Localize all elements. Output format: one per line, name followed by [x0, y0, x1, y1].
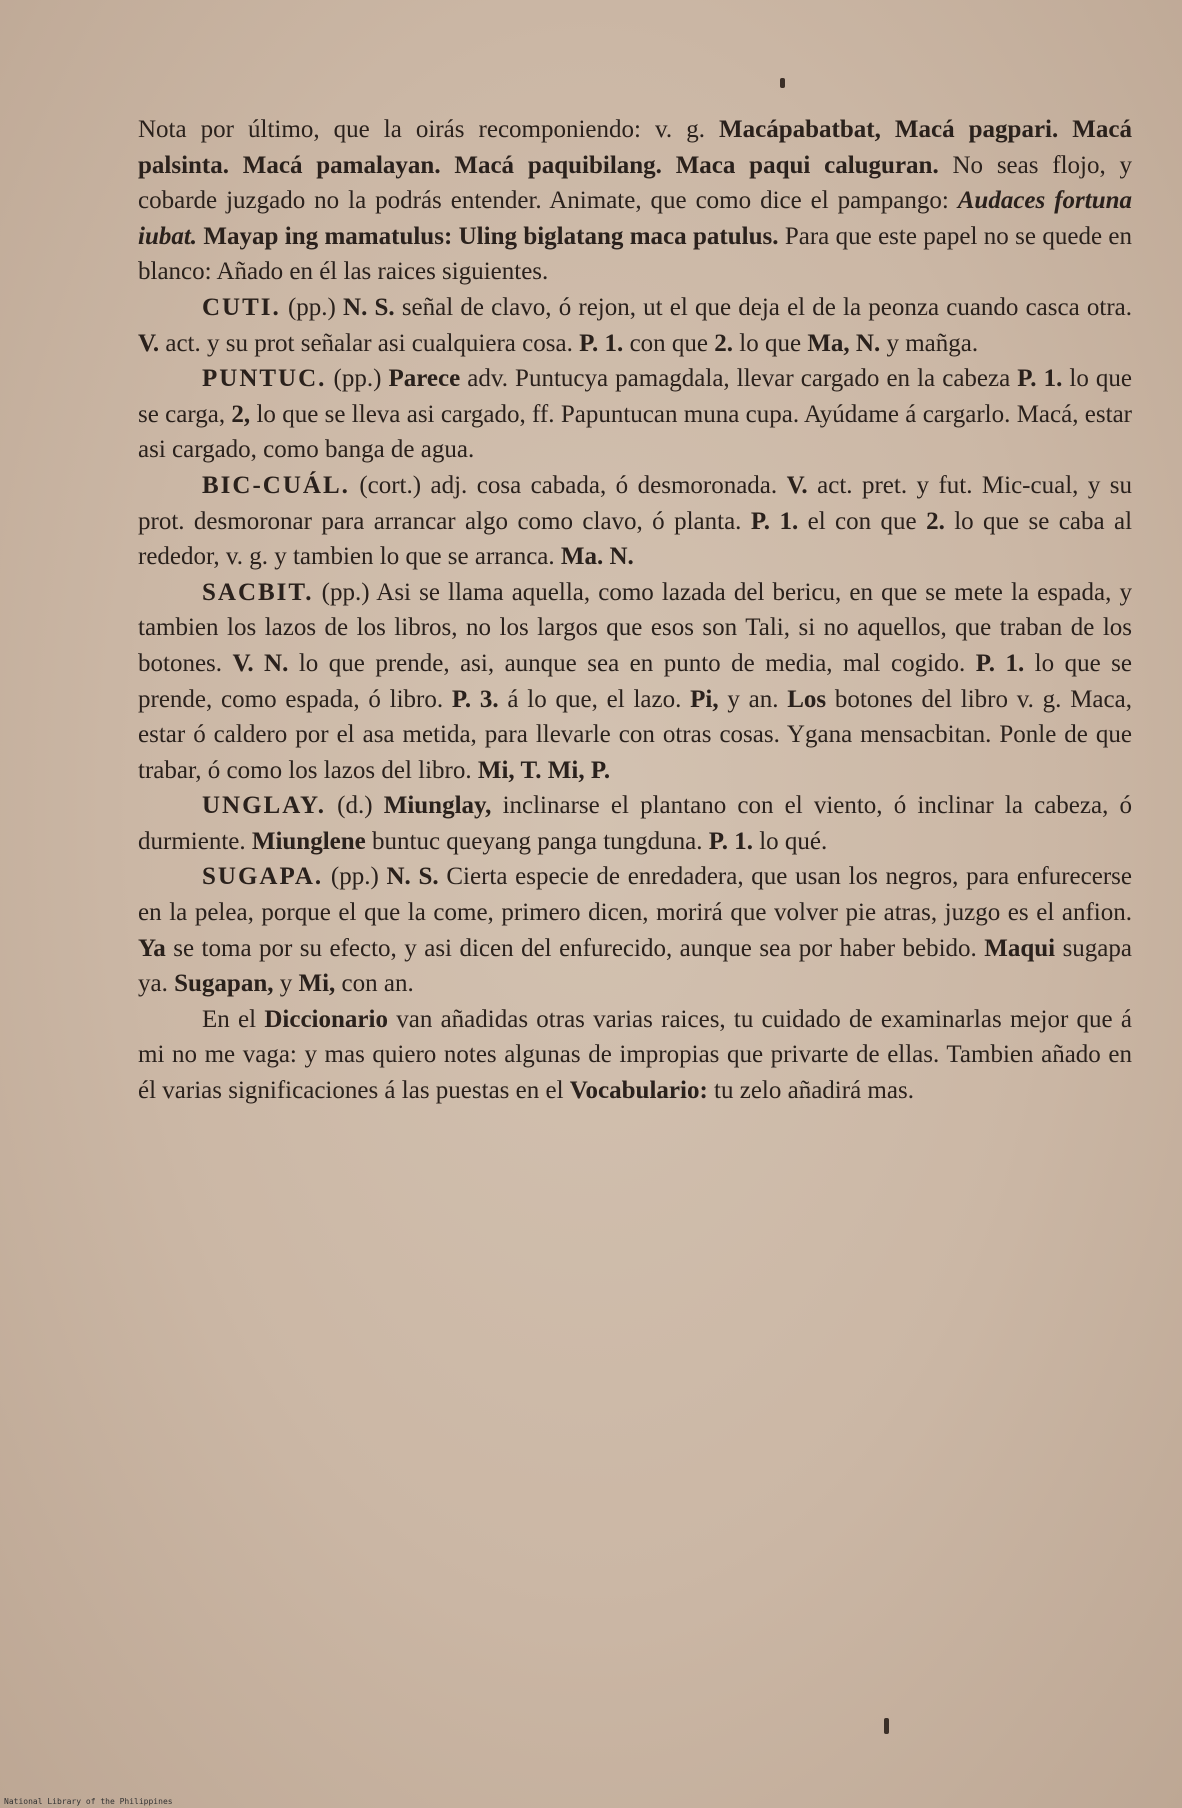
- text-run: Para que este papel no se quede en blanco: Añado en él las raices siguientes.: [138, 222, 1132, 286]
- entry-headword: SUGAPA.: [202, 863, 324, 891]
- text-run: lo que se prende, como espada, ó libro.: [138, 649, 1132, 713]
- text-run: Parece: [388, 365, 461, 393]
- text-run: Mayap ing mamatulus: Uling biglatang maca patulus.: [197, 222, 779, 250]
- text-run: adv. Puntucya pamagdala, llevar cargado en la cabeza: [460, 365, 1018, 393]
- text-run: N. S.: [343, 293, 395, 321]
- text-run: P. 1.: [708, 827, 753, 855]
- text-run: Nota por último, que la oirás recomponiendo: v. g.: [138, 116, 720, 143]
- text-run: 2.: [926, 507, 945, 535]
- entry-headword: SACBIT.: [202, 578, 314, 606]
- entry-headword: BIC-CUÁL.: [202, 471, 350, 499]
- text-run: Ma. N.: [560, 543, 634, 571]
- text-run: señal de clavo, ó rejon, ut el que deja el de la peonza cuando casca otra.: [394, 293, 1132, 321]
- text-run: (pp.): [326, 365, 389, 393]
- text-run: lo que: [733, 329, 808, 357]
- text-run: inclinarse el plantano con el viento, ó inclinar la cabeza, ó durmiente.: [138, 792, 1133, 855]
- text-run: 2,: [231, 400, 251, 428]
- text-run: Mi, T. Mi, P.: [477, 756, 611, 784]
- page-text: [138, 112, 1132, 1109]
- text-run: se toma por su efecto, y asi dicen del enfurecido, aunque sea por haber bebido.: [165, 934, 985, 962]
- text-run: P. 1.: [750, 507, 799, 535]
- text-run: Miunglay,: [383, 792, 492, 820]
- text-run: y an.: [718, 685, 788, 713]
- entry-headword: PUNTUC.: [202, 365, 327, 393]
- text-run: y: [273, 970, 299, 998]
- text-run: P. 3.: [451, 685, 499, 713]
- text-run: lo que se caba al rededor, v. g. y tambien lo que se arranca.: [138, 507, 1133, 571]
- text-run: Audaces fortuna iubat.: [138, 187, 1132, 250]
- paragraph: [138, 859, 1132, 1001]
- text-run: con an.: [335, 970, 414, 998]
- text-run: En el: [202, 1005, 265, 1033]
- text-run: Ya: [138, 934, 166, 962]
- text-run: Miunglene: [251, 827, 366, 855]
- text-run: y mañga.: [880, 329, 979, 357]
- text-run: Pi,: [690, 685, 719, 713]
- library-credit: National Library of the Philippines: [4, 1797, 173, 1806]
- text-run: (pp.): [323, 863, 387, 891]
- text-run: lo que se carga,: [138, 365, 1133, 428]
- text-run: (pp.): [280, 293, 344, 321]
- text-run: V.: [138, 329, 160, 357]
- text-run: P. 1.: [579, 329, 624, 357]
- paragraph: [138, 575, 1132, 789]
- entry-headword: CUTI.: [202, 293, 281, 321]
- text-run: Vocabulario:: [569, 1077, 708, 1105]
- text-run: Mi,: [298, 970, 336, 998]
- text-run: Maqui: [984, 934, 1056, 962]
- text-run: lo que prende, asi, aunque sea en punto de media, mal cogido.: [288, 649, 976, 677]
- paragraph: [138, 112, 1132, 290]
- paragraph: [138, 788, 1132, 859]
- text-run: con que: [623, 329, 715, 357]
- paragraph: [138, 361, 1132, 468]
- text-run: botones del libro v. g. Maca, estar ó caldero por el asa metida, para llevarle con otras cosas. Ygana mensacbitan. Ponle de que trabar, ó como los lazos del libro.: [138, 685, 1132, 784]
- paragraph: [138, 468, 1132, 575]
- text-run: á lo que, el lazo.: [498, 685, 691, 713]
- text-run: lo que se lleva asi cargado, ff. Papuntucan muna cupa. Ayúdame á cargarlo. Macá, estar asi cargado, como banga de agua.: [138, 400, 1132, 464]
- text-run: V. N.: [232, 649, 289, 677]
- text-run: P. 1.: [1017, 365, 1063, 393]
- paragraph: [138, 290, 1132, 361]
- text-run: van añadidas otras varias raices, tu cuidado de examinarlas mejor que á mi no me vaga: y mas quiero notes algunas de impropias que privarte de ellas. Tambien añado en él varias significaciones á las puestas en el: [138, 1005, 1132, 1105]
- text-run: Ma, N.: [807, 329, 881, 357]
- ink-speck-bottom: [884, 1718, 889, 1734]
- text-run: (cort.) adj. cosa cabada, ó desmoronada.: [349, 471, 787, 499]
- text-run: buntuc queyang panga tungduna.: [365, 827, 709, 855]
- text-run: lo qué.: [752, 827, 828, 855]
- entry-headword: UNGLAY.: [202, 792, 326, 820]
- text-run: Sugapan,: [174, 970, 274, 998]
- text-run: el con que: [798, 507, 927, 535]
- text-run: Macápabatbat, Macá pagpari. Macá palsinta. Macá pamalayan. Macá paquibilang. Maca paqui caluguran.: [138, 116, 1132, 179]
- ink-speck-top: [780, 78, 785, 88]
- paragraph: [138, 1002, 1132, 1109]
- text-run: Diccionario: [264, 1005, 388, 1033]
- text-run: N. S.: [386, 863, 439, 891]
- text-run: (pp.) Asi se llama aquella, como lazada del bericu, en que se mete la espada, y tambien los lazos de los libros, no los largos que esos son Tali, si no aquellos, que traban de los botones.: [138, 578, 1132, 677]
- text-run: P. 1.: [975, 649, 1025, 677]
- text-run: (d.): [326, 792, 384, 820]
- text-run: act. pret. y fut. Mic-cual, y su prot. desmoronar para arrancar algo como clavo, ó planta.: [138, 471, 1132, 535]
- text-run: No seas flojo, y cobarde juzgado no la podrás entender. Animate, que como dice el pampango:: [138, 151, 1132, 215]
- text-run: sugapa ya.: [138, 934, 1132, 998]
- text-run: 2.: [714, 329, 734, 357]
- text-run: Cierta especie de enredadera, que usan los negros, para enfurecerse en la pelea, porque el que la come, primero dicen, morirá que volver pie atras, juzgo es el anfion.: [138, 863, 1132, 927]
- text-run: act. y su prot señalar asi cualquiera cosa.: [159, 329, 580, 357]
- text-run: tu zelo añadirá mas.: [707, 1077, 914, 1105]
- text-run: Los: [787, 685, 827, 713]
- text-run: V.: [786, 471, 808, 499]
